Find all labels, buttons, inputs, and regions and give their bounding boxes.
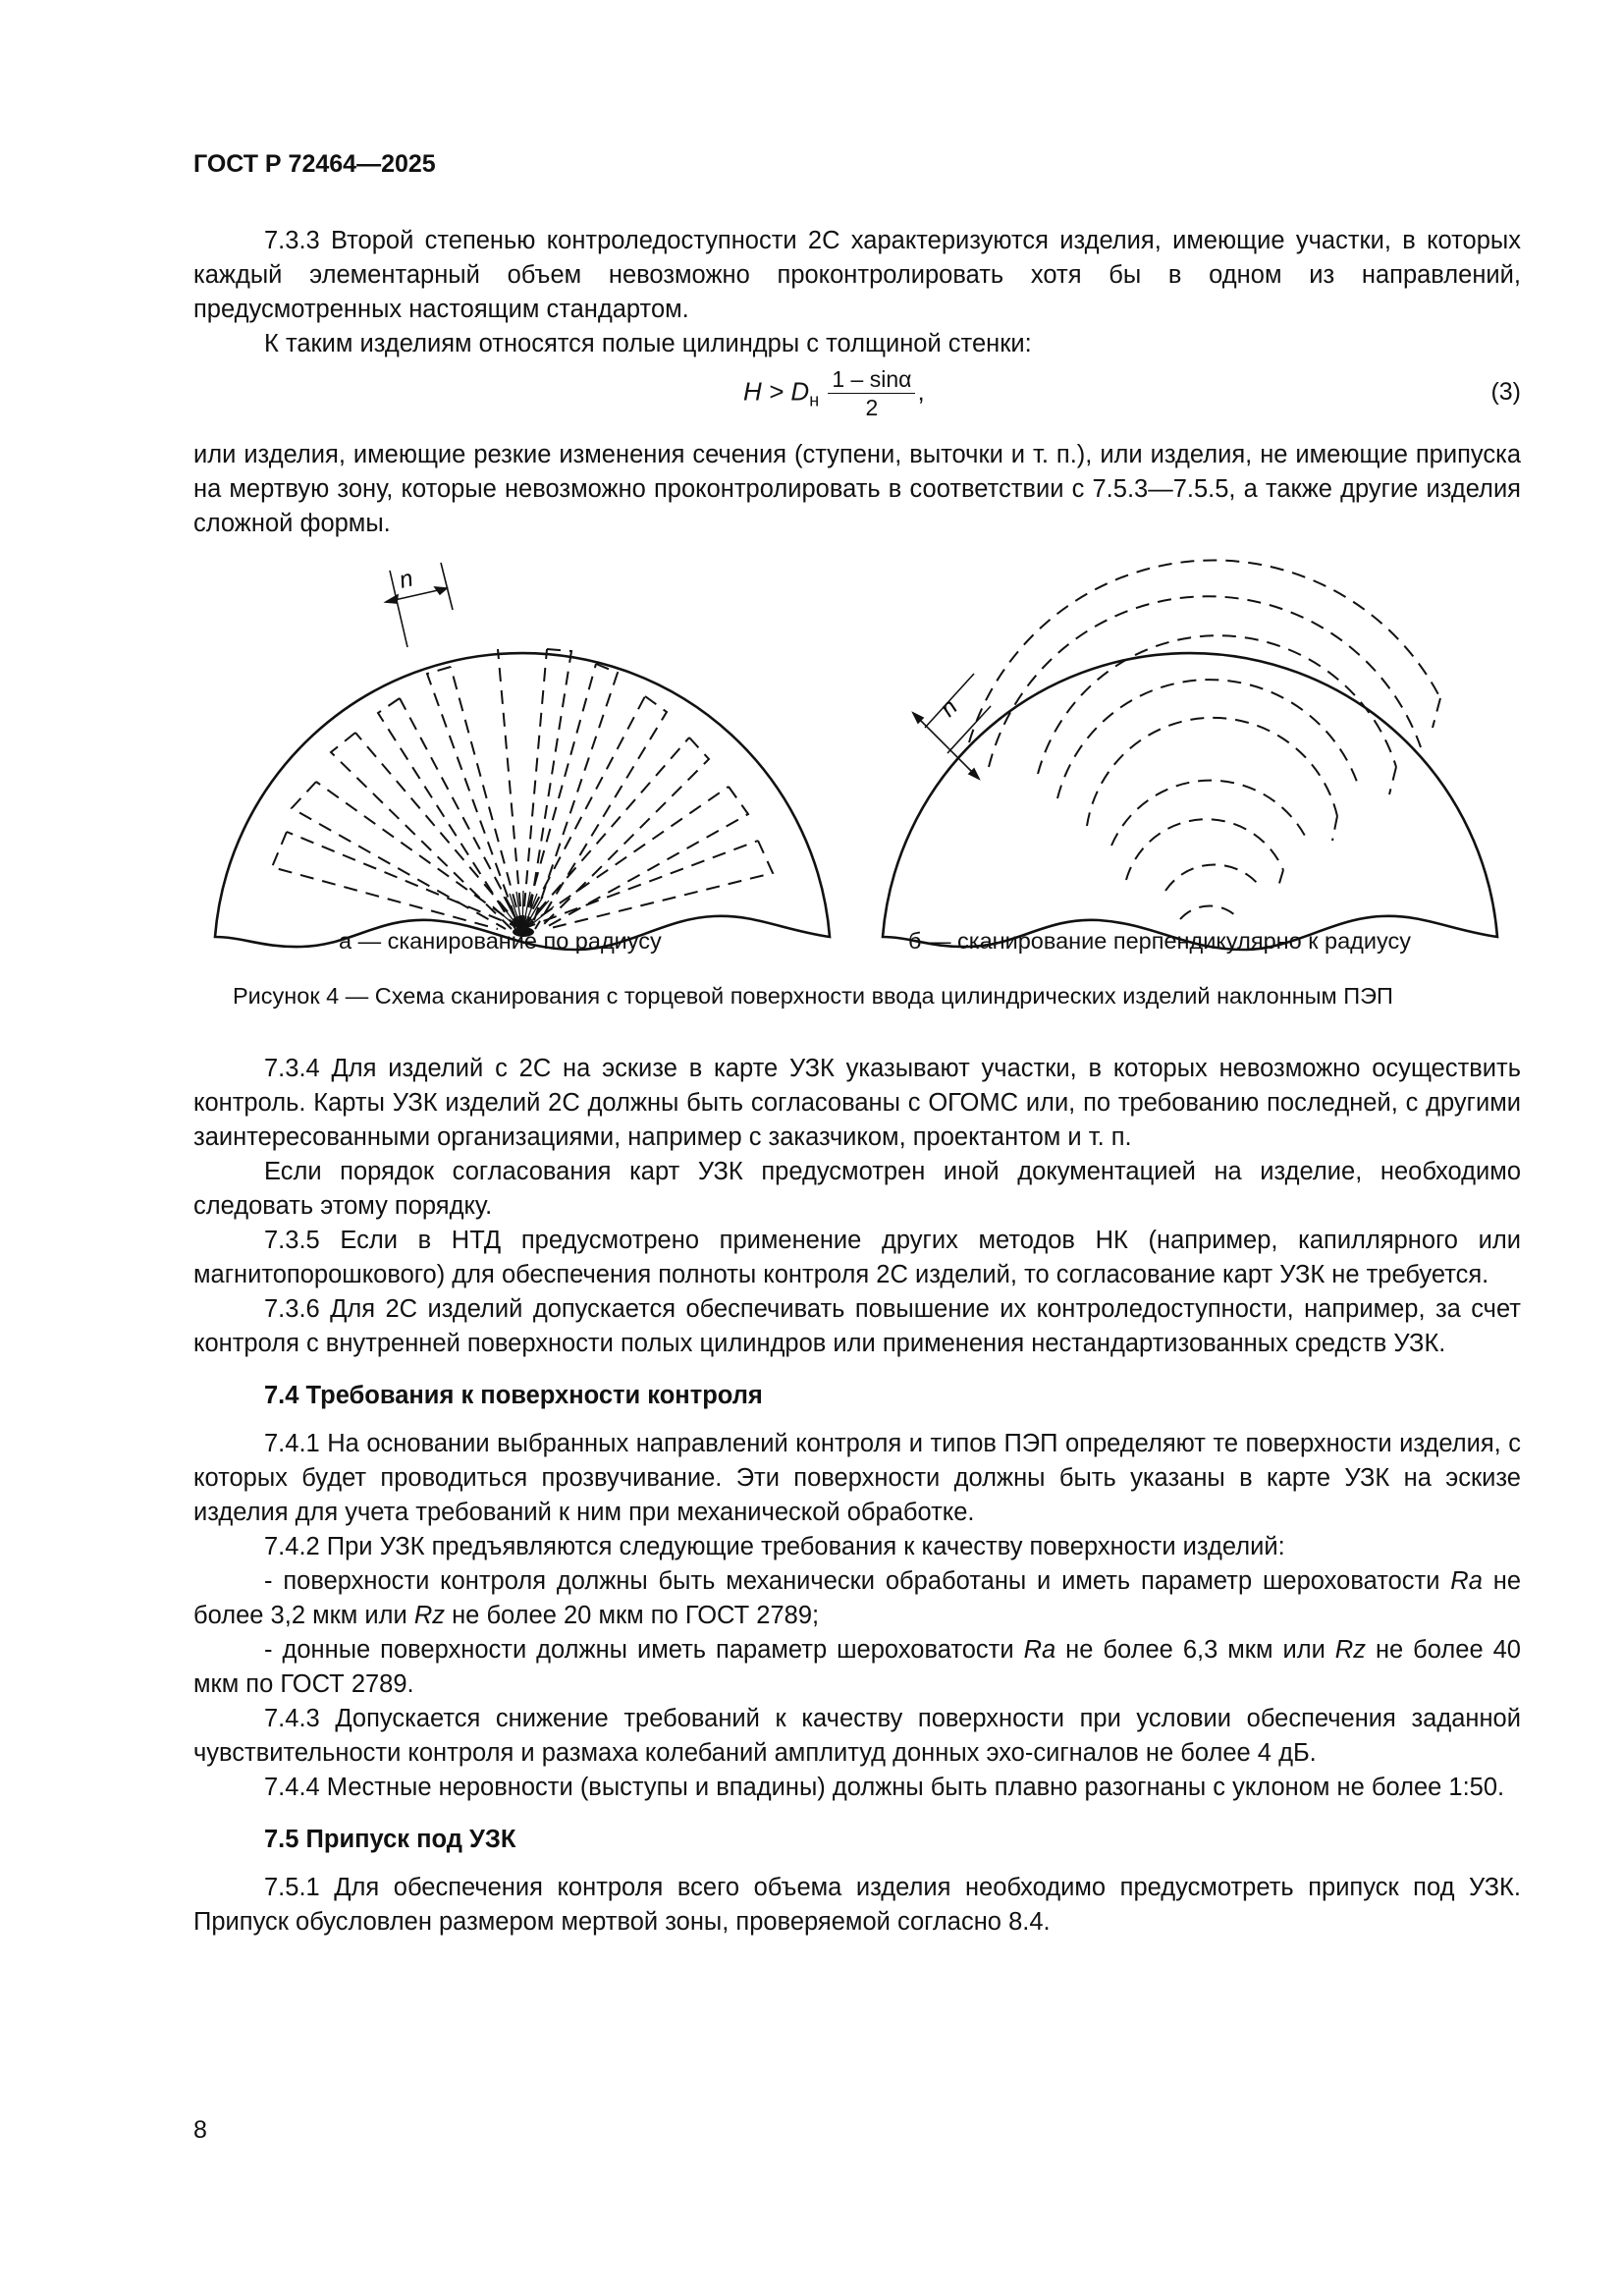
caption-b: б — сканирование перпендикулярно к радиусу — [908, 928, 1411, 954]
left-label-n: n — [396, 565, 416, 594]
paragraph-7-4-3: 7.4.3 Допускается снижение требований к качеству поверхности при условии обеспечения заданной чувствительности контроля и размаха колебаний амплитуд донных эхо-сигналов не более 4 дБ. — [193, 1705, 1521, 1767]
heading-7-5: 7.5 Припуск под УЗК — [264, 1826, 516, 1853]
paragraph-7-4-4: 7.4.4 Местные неровности (выступы и впадины) должны быть плавно разогнаны с уклоном не более 1:50. — [264, 1774, 1505, 1801]
heading-7-4: 7.4 Требования к поверхности контроля — [264, 1382, 763, 1409]
formula-lhs: H > D — [743, 376, 810, 407]
paragraph-hollow-cylinders: К таким изделиям относятся полые цилиндры с толщиной стенки: — [264, 330, 1032, 357]
paragraph-7-3-4: 7.3.4 Для изделий с 2С на эскизе в карте УЗК указывают участки, в которых невозможно осуществить контроль. Карты УЗК изделий 2С должны быть согласованы с ОГОМС или, по требованию последней, с другими заинтересованными организациями, например с заказчиком, проектантом и т. п. — [193, 1055, 1521, 1151]
caption-a: а — сканирование по радиусу — [339, 928, 662, 954]
formula-number: (3) — [1490, 378, 1521, 406]
formula-expression — [743, 365, 925, 421]
formula-denominator: 2 — [865, 395, 879, 420]
formula-tail: , — [917, 376, 925, 407]
formula-subscript: н — [809, 390, 820, 410]
paragraph-7-3-6: 7.3.6 Для 2С изделий допускается обеспечивать повышение их контроледоступности, например, за счет контроля с внутренней поверхности полых цилиндров или применения нестандартизованных средств УЗК. — [193, 1295, 1521, 1357]
formula-numerator: 1 – sinα — [828, 365, 915, 394]
bullet-bottom-surfaces: - донные поверхности должны иметь параметр шероховатости Ra не более 6,3 мкм или Rz не более 40 мкм по ГОСТ 2789. — [193, 1636, 1521, 1698]
paragraph-other-products: или изделия, имеющие резкие изменения сечения (ступени, выточки и т. п.), или изделия, не имеющие припуска на мертвую зону, которые невозможно проконтролировать в соответствии с 7.5.3—7.5.5, а также другие изделия сложной формы. — [193, 441, 1521, 537]
paragraph-7-4-2: 7.4.2 При УЗК предъявляются следующие требования к качеству поверхности изделий: — [264, 1533, 1285, 1560]
body-text — [193, 224, 1521, 1940]
right-label-n: n — [935, 693, 963, 723]
figure-4 — [193, 541, 1521, 1052]
paragraph-agreement-order: Если порядок согласования карт УЗК предусмотрен иной документацией на изделие, необходимо следовать этому порядку. — [193, 1158, 1521, 1220]
paragraph-7-3-3: 7.3.3 Второй степенью контроледоступности 2С характеризуются изделия, имеющие участки, в которых каждый элементарный объем невозможно проконтролировать хотя бы в одном из направлений, предусмотренных настоящим стандартом. — [193, 227, 1521, 323]
document-header: ГОСТ Р 72464—2025 — [193, 150, 436, 178]
formula-fraction — [828, 365, 915, 421]
radial-scan-paths — [272, 649, 773, 929]
page-number: 8 — [193, 2116, 207, 2144]
bullet-control-surfaces: - поверхности контроля должны быть механически обработаны и иметь параметр шероховатости Ra не более 3,2 мкм или Rz не более 20 мкм по ГОСТ 2789; — [193, 1567, 1522, 1629]
paragraph-7-4-1: 7.4.1 На основании выбранных направлений контроля и типов ПЭП определяют те поверхности изделия, с которых будет проводиться прозвучивание. Эти поверхности должны быть указаны в карте УЗК на эскизе изделия для учета требований к ним при механической обработке. — [193, 1430, 1521, 1526]
perpendicular-scan-arcs — [969, 561, 1440, 919]
paragraph-7-5-1: 7.5.1 Для обеспечения контроля всего объема изделия необходимо предусмотреть припуск под УЗК. Припуск обусловлен размером мертвой зоны, проверяемой согласно 8.4. — [193, 1874, 1521, 1936]
left-dimension-n — [386, 563, 453, 647]
figure-4-drawing — [193, 541, 1521, 1032]
paragraph-7-3-5: 7.3.5 Если в НТД предусмотрено применение других методов НК (например, капиллярного или магнитопорошкового) для обеспечения полноты контроля 2С изделий, то согласование карт УЗК не требуется. — [193, 1227, 1521, 1288]
right-half-disk-outline — [883, 653, 1497, 950]
figure-title: Рисунок 4 — Схема сканирования с торцевой поверхности ввода цилиндрических изделий наклонным ПЭП — [233, 983, 1393, 1009]
right-dimension-n — [913, 674, 991, 779]
formula-3 — [193, 361, 1521, 438]
